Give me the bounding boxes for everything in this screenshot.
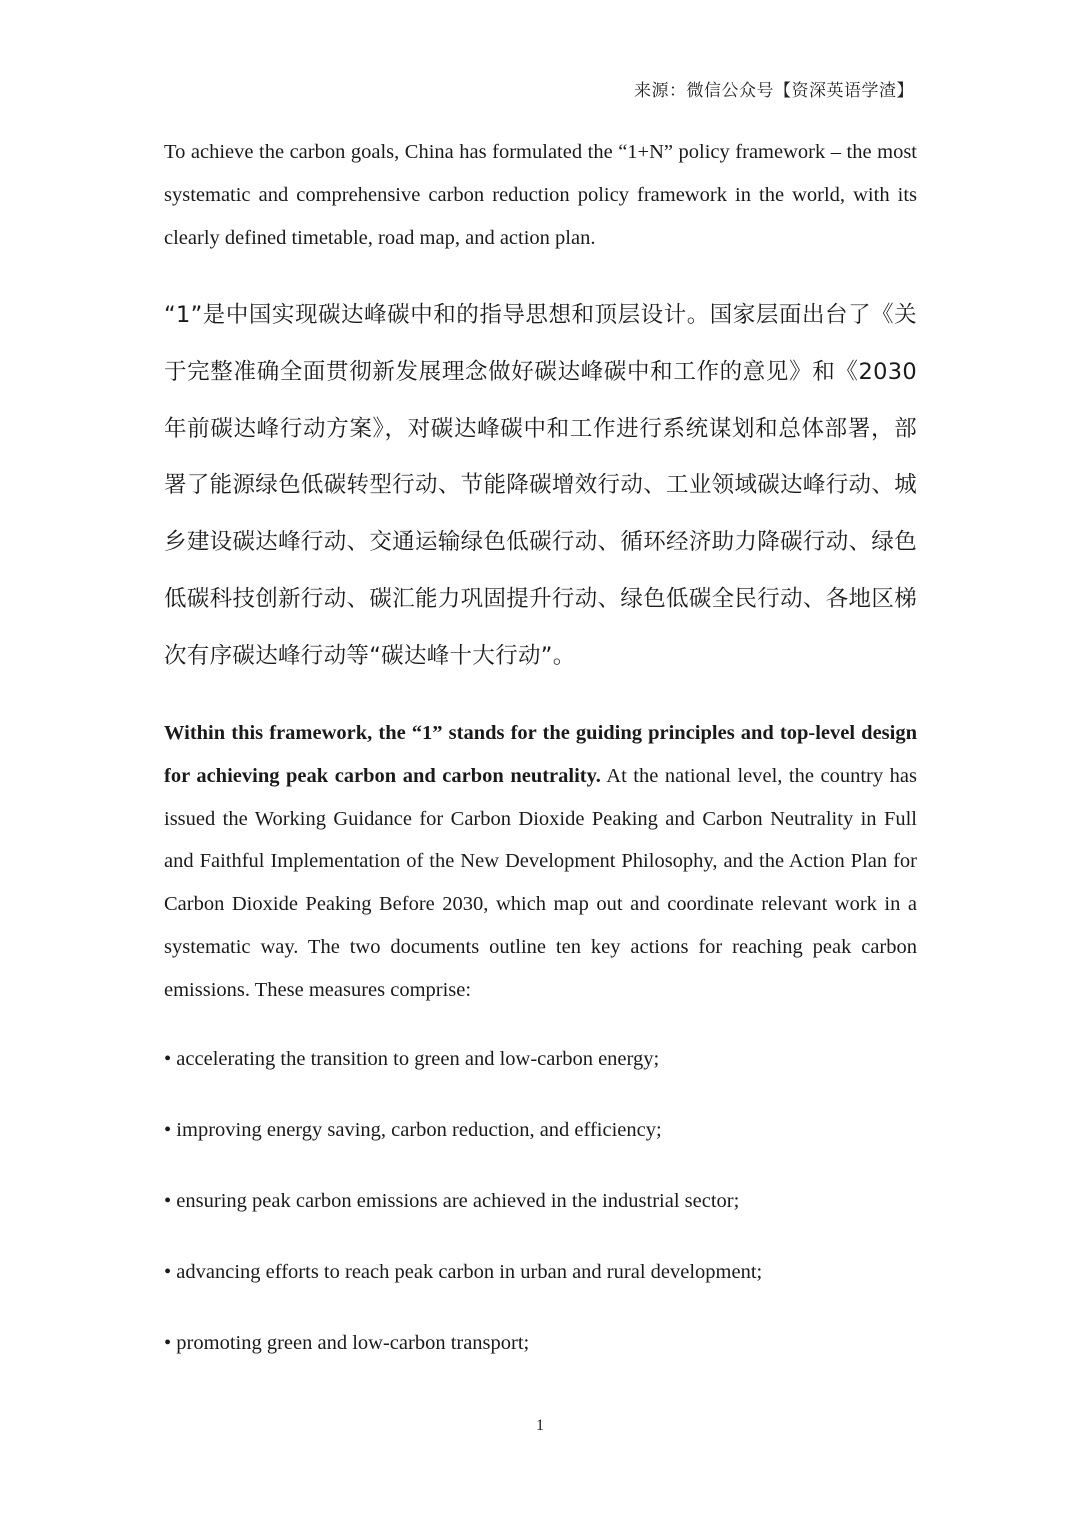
bullet-item: • improving energy saving, carbon reduction, and efficiency; [164,1119,662,1141]
bullet-item: • ensuring peak carbon emissions are achieved in the industrial sector; [164,1190,740,1212]
paragraph-framework-detail [164,712,917,1012]
paragraph-chinese: “1”是中国实现碳达峰碳中和的指导思想和顶层设计。国家层面出台了《关于完整准确全面贯彻新发展理念做好碳达峰碳中和工作的意见》和《2030年前碳达峰行动方案》，对碳达峰碳中和工作进行系统谋划和总体部署，部署了能源绿色低碳转型行动、节能降碳增效行动、工业领域碳达峰行动、城乡建设碳达峰行动、交通运输绿色低碳行动、循环经济助力降碳行动、绿色低碳科技创新行动、碳汇能力巩固提升行动、绿色低碳全民行动、各地区梯次有序碳达峰行动等“碳达峰十大行动”。 [164,302,917,669]
bullet-item: • advancing efforts to reach peak carbon in urban and rural development; [164,1261,763,1283]
source-header: 来源：微信公众号【资深英语学渣】 [634,81,914,100]
bullet-item: • accelerating the transition to green and low-carbon energy; [164,1048,660,1070]
paragraph-bold-lead: Within this framework, the “1” stands for the guiding principles and top-level design for achieving peak carbon and carbon neutrality. [164,722,917,787]
page-number: 1 [536,1417,544,1434]
paragraph-body: At the national level, the country has issued the Working Guidance for Carbon Dioxide Peaking and Carbon Neutrality in Full and Faithful Implementation of the New Development Philosophy, and the Action Plan for Carbon Dioxide Peaking Before 2030, which map out and coordinate relevant work in a systematic way. The two documents outline ten key actions for reaching peak carbon emissions. These measures comprise: [164,764,917,1001]
paragraph-framework-intro: To achieve the carbon goals, China has formulated the “1+N” policy framework – the most systematic and comprehensive carbon reduction policy framework in the world, with its clearly defined timetable, road map, and action plan. [164,141,917,249]
bullet-item: • promoting green and low-carbon transport; [164,1332,530,1354]
